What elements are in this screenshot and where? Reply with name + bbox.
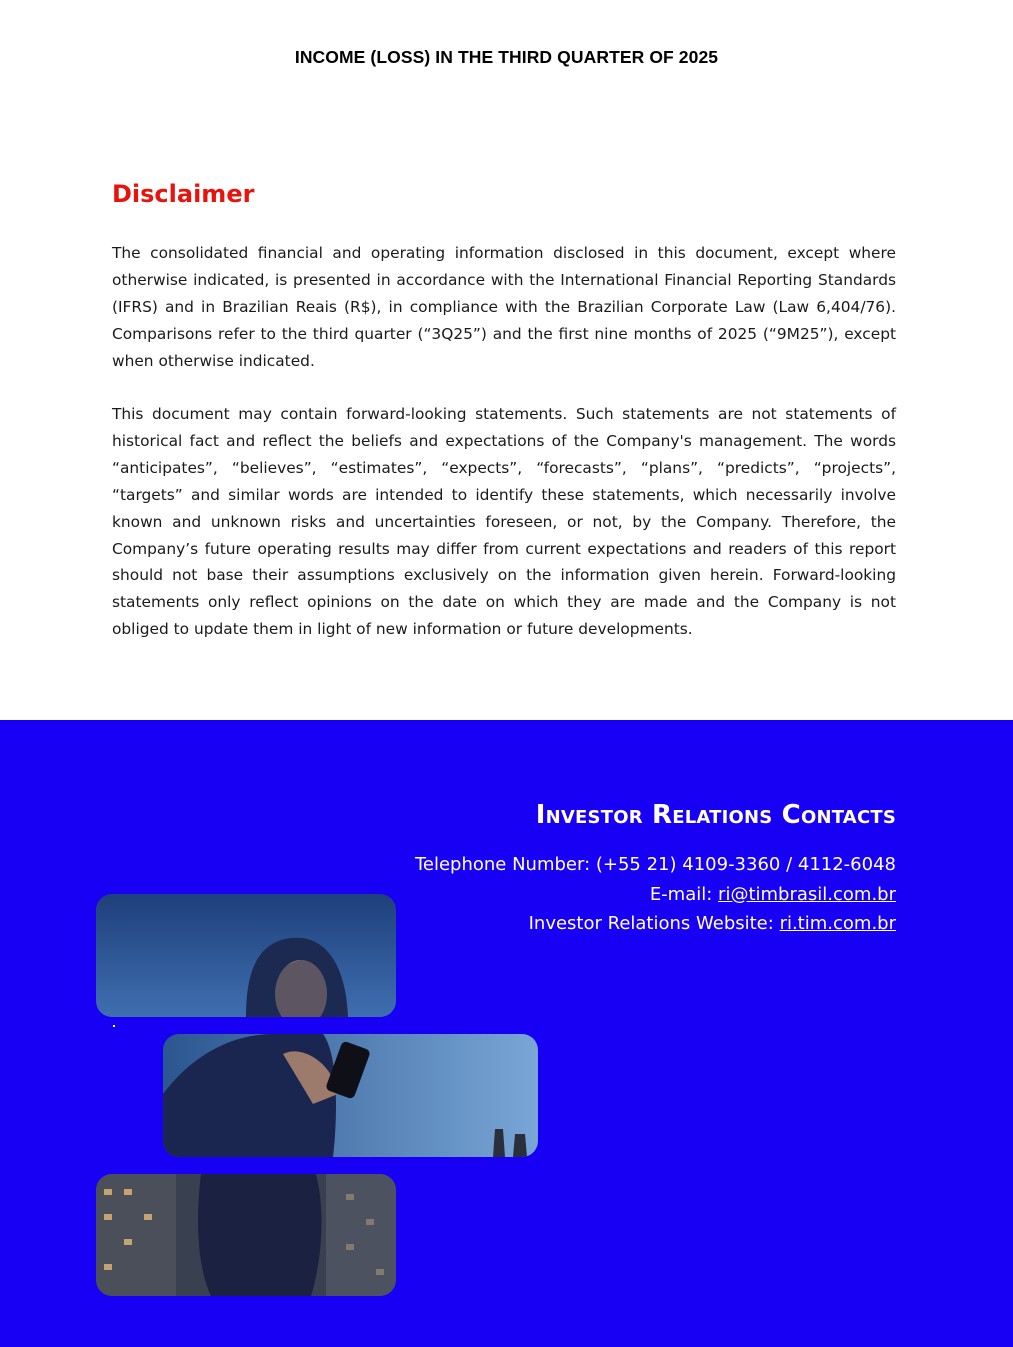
email-line [415, 880, 896, 910]
investor-relations-contacts [415, 800, 896, 939]
website-label: Investor Relations Website: [528, 913, 774, 934]
photo-strip-top [96, 894, 396, 1017]
disclaimer-paragraph-1: The consolidated financial and operating information disclosed in this document, except where otherwise indicated, is presented in accordance with the International Financial Reporting Standards (IFRS) and in Brazilian Reais (R$), in compliance with the Brazilian Corporate Law (Law 6,404/76). Comparisons refer to the third quarter (“3Q25”) and the first nine months of 2025 (“9M25”), except when otherwise indicated. [112, 244, 896, 370]
disclaimer-paragraph-2: This document may contain forward-looking statements. Such statements are not statements of historical fact and reflect the beliefs and expectations of the Company's management. The words “anticipates”, “believes”, “estimates”, “expects”, “forecasts”, “plans”, “predicts”, “projects”, “targets” and similar words are intended to identify these statements, which necessarily involve known and unknown risks and uncertainties foreseen, or not, by the Company. Therefore, the Company’s future operating results may differ from current expectations and readers of this report should not base their assumptions exclusively on the information given herein. Forward-looking statements only reflect opinions on the date on which they are made and the Company is not obliged to update them in light of new information or future developments. [112, 405, 896, 639]
email-link[interactable]: ri@timbrasil.com.br [718, 883, 896, 905]
disclaimer-heading: Disclaimer [112, 180, 255, 208]
website-link[interactable]: ri.tim.com.br [779, 913, 896, 934]
contacts-title: Investor Relations Contacts [535, 800, 896, 830]
telephone-value: (+55 21) 4109-3360 / 4112-6048 [595, 854, 896, 875]
page-header-title: INCOME (LOSS) IN THE THIRD QUARTER OF 2025 [294, 47, 719, 67]
website-line [415, 909, 896, 939]
email-label: E-mail: [649, 883, 713, 905]
photo-strip-middle [163, 1034, 538, 1157]
photo-strip-bottom [96, 1174, 396, 1296]
telephone-line [415, 850, 896, 880]
telephone-label: Telephone Number: [414, 854, 591, 875]
photo-strip-dot [113, 1025, 115, 1027]
